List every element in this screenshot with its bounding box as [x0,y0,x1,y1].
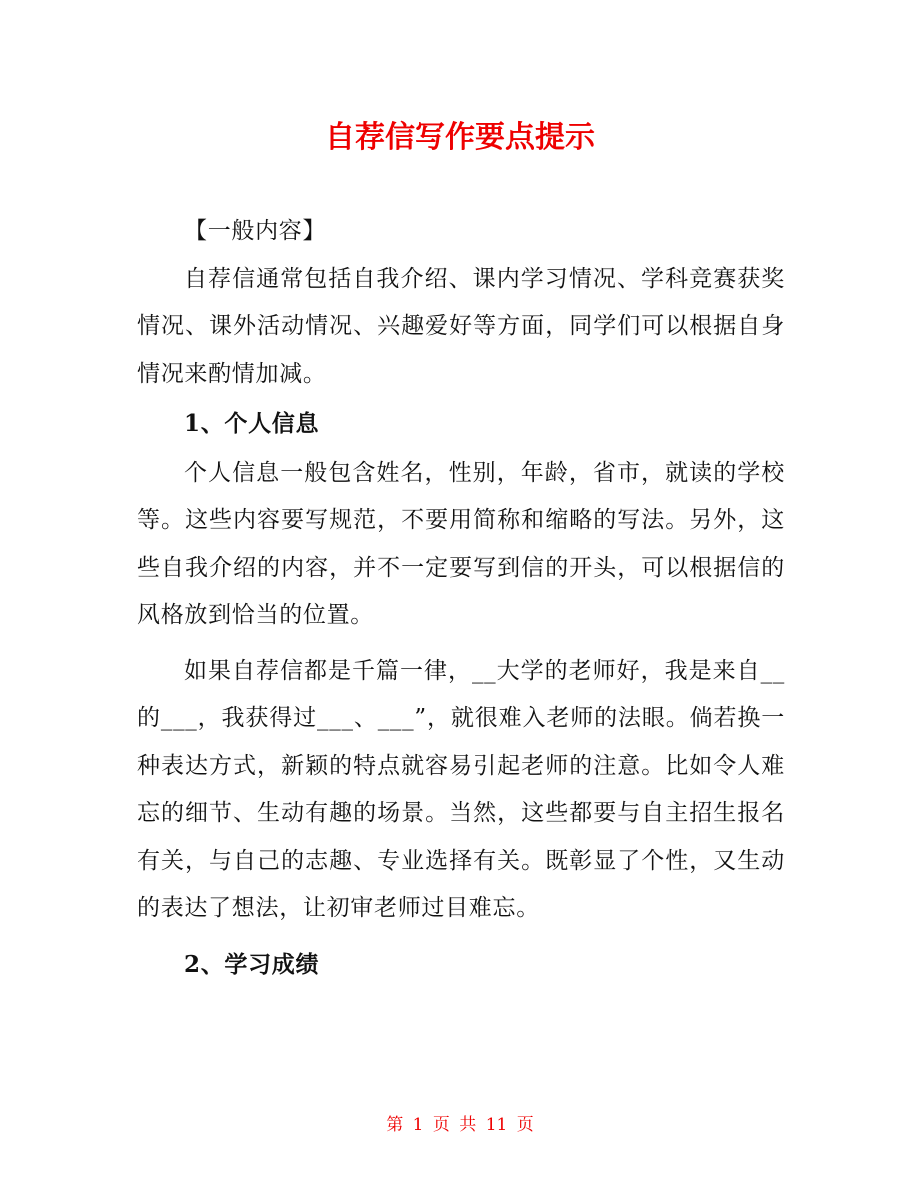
document-title: 自荐信写作要点提示 [325,120,595,155]
section-1-paragraph-2: 如果自荐信都是千篇一律，__大学的老师好，我是来自__的___，我获得过___、___”，就很难入老师的法眼。倘若换一种表达方式，新颖的特点就容易引起老师的注意。比如令人难忘的细节、生动有趣的场景。当然，这些都要与自主招生报名有关，与自己的志趣、专业选择有关。既彰显了个性，又生动的表达了想法，让初审老师过目难忘。 [137,657,785,921]
section-1-heading: 1、个人信息 [184,410,320,437]
page-number-footer: 第 1 页 共 11 页 [386,1115,534,1135]
section-1-paragraph: 个人信息一般包含姓名，性别，年龄，省市，就读的学校等。这些内容要写规范，不要用简称和缩略的写法。另外，这些自我介绍的内容，并不一定要写到信的开头，可以根据信的风格放到恰当的位置。 [137,459,785,628]
general-paragraph: 自荐信通常包括自我介绍、课内学习情况、学科竞赛获奖情况、课外活动情况、兴趣爱好等方面，同学们可以根据自身情况来酌情加减。 [137,265,785,387]
document-body [137,208,785,990]
general-heading: 【一般内容】 [184,218,327,244]
section-2-heading: 2、学习成绩 [184,950,320,978]
